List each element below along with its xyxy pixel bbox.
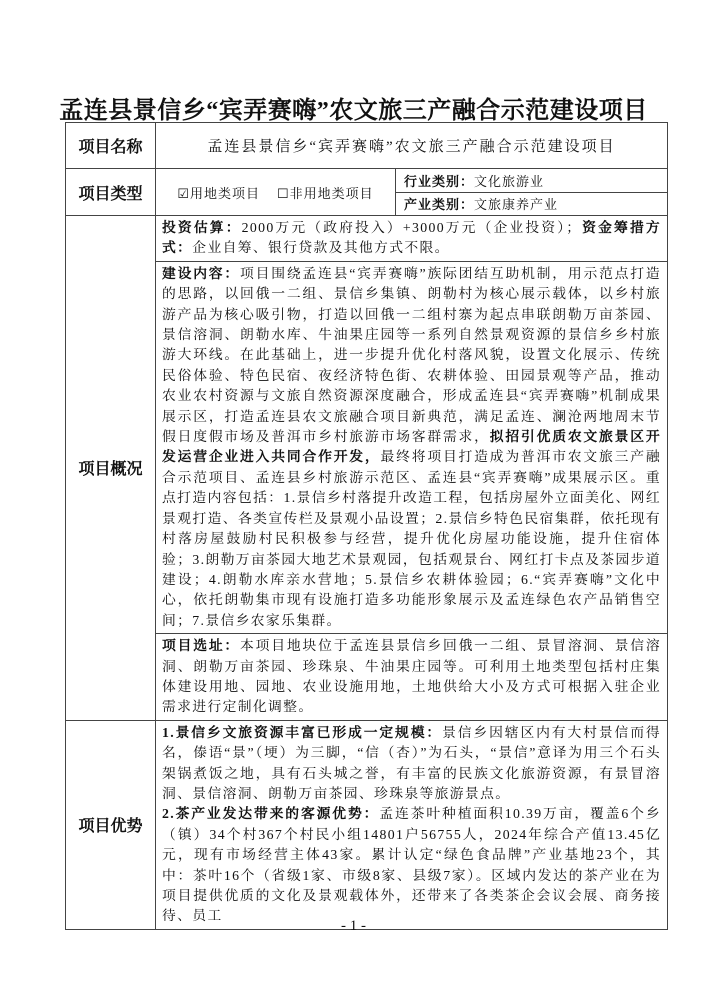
label-overview: 项目概况 <box>66 216 156 721</box>
sector-category <box>396 192 668 216</box>
row-advantage <box>66 720 668 929</box>
unchecked-checkbox-icon[interactable]: ☐ <box>277 185 290 201</box>
funding-text: 企业自筹、银行贷款及其他方式不限。 <box>192 240 450 256</box>
page-number: - 1 - <box>341 918 366 934</box>
row-overview-site <box>66 634 668 721</box>
sector-label: 产业类别： <box>404 197 475 213</box>
industry-value: 文化旅游业 <box>474 173 545 189</box>
row-overview-investment <box>66 216 668 262</box>
option-non-land-use: 非用地类项目 <box>289 185 374 201</box>
construction-text-1: 项目围绕孟连县“宾弄赛嗨”族际团结互助机制，用示范点打造的思路，以回俄一二组、景信乡集镇、朗勒村为核心展示载体，以乡村旅游产品为核心吸引物，打造以回俄一二组村寨为起点串联朗勒万亩茶园、景信溶洞、朗勒水库、牛油果庄园等一系列自然景观资源的景信乡乡村旅游大环线。在此基础上，进一步提升优化村落风貌，设置文化展示、传统民俗体验、特色民宿、夜经济特色街、农耕体验、田园景观等产品，推动农业农村资源与文旅自然资源深度融合，形成孟连县“宾弄赛嗨”机制成果展示区，打造孟连县农文旅融合项目新典范，满足孟连、澜沧两地周末节假日度假市场及普洱市乡村旅游市场客群需求， <box>162 265 662 445</box>
row-project-type <box>66 169 668 193</box>
construction-bold-text: 拟招引优质农文旅景区开发运营企业进入共同合作开发， <box>162 429 662 465</box>
investment-label: 投资估算： <box>162 220 242 235</box>
label-advantage: 项目优势 <box>66 720 156 929</box>
option-land-use: 用地类项目 <box>189 185 260 201</box>
label-project-name: 项目名称 <box>66 123 156 169</box>
construction-content <box>156 261 668 633</box>
label-project-type: 项目类型 <box>66 169 156 216</box>
project-type-options <box>156 169 396 216</box>
site-label: 项目选址： <box>162 638 241 654</box>
project-site <box>156 634 668 721</box>
advantage-1-text: 景信乡因辖区内有大村景信而得名，傣语“景”（埂）为三脚，“信（杏）”为石头，“景信”意译为用三个石头架锅煮饭之地，具有石头城之誉，有丰富的民族文化旅游资源，有景冒溶洞、景信溶洞、朗勒万亩茶园、珍珠泉等旅游景点。 <box>162 724 662 801</box>
advantage-2-text: 孟连茶叶种植面积10.39万亩，覆盖6个乡（镇）34个村367个村民小组14801户56755人，2024年综合产值13.45亿元，现有市场经营主体43家。累计认定“绿色食品牌”产业基地23个，其中：茶叶16个（省级1家、市级8家、县级7家）。区域内发达的茶产业在为项目提供优质的文化及景观载体外，还带来了各类茶企会议会展、商务接待、员工 <box>162 806 662 924</box>
investment-text: 2000万元（政府投入）+3000万元（企业投资）； <box>241 220 582 235</box>
site-text: 本项目地块位于孟连县景信乡回俄一二组、景冒溶洞、景信溶洞、朗勒万亩茶园、珍珠泉、牛油果庄园等。可利用土地类型包括村庄集体建设用地、园地、农业设施用地，土地供给大小及方式可根据入驻企业需求进行定制化调整。 <box>162 638 662 715</box>
advantage-2-label: 2.茶产业发达带来的客源优势： <box>162 806 380 822</box>
project-table <box>65 122 668 930</box>
industry-category <box>396 169 668 193</box>
sector-value: 文旅康养产业 <box>474 197 559 213</box>
project-name-value: 孟连县景信乡“宾弄赛嗨”农文旅三产融合示范建设项目 <box>156 123 668 169</box>
construction-text-2: 最终将项目打造成为普洱市农文旅三产融合示范项目、孟连县乡村旅游示范区、孟连县“宾弄赛嗨”成果展示区。重点打造内容包括：1.景信乡村落提升改造工程，包括房屋外立面美化、网红景观打造、各类宣传栏及景观小品设置；2.景信乡特色民宿集群，依托现有村落房屋鼓励村民积极参与经营，提升优化房屋功能设施，提升住宿体验；3.朗勒万亩茶园大地艺术景观园，包括观景台、网红打卡点及茶园步道建设；4.朗勒水库亲水营地；5.景信乡农耕体验园；6.“宾弄赛嗨”文化中心，依托朗勒集市现有设施打造多功能形象展示及孟连绿色农产品销售空间；7.景信乡农家乐集群。 <box>162 449 662 628</box>
document-title: 孟连县景信乡“宾弄赛嗨”农文旅三产融合示范建设项目 <box>59 98 648 124</box>
construction-label: 建设内容： <box>162 265 241 281</box>
industry-label: 行业类别： <box>404 173 475 189</box>
investment-estimate <box>156 216 668 262</box>
advantage-content <box>156 720 668 929</box>
row-project-name <box>66 123 668 169</box>
checked-checkbox-icon[interactable]: ☑ <box>177 185 190 201</box>
advantage-1-label: 1.景信乡文旅资源丰富已形成一定规模： <box>162 724 443 740</box>
funding-label: 资金筹措方式： <box>162 220 662 256</box>
row-overview-construction <box>66 261 668 633</box>
